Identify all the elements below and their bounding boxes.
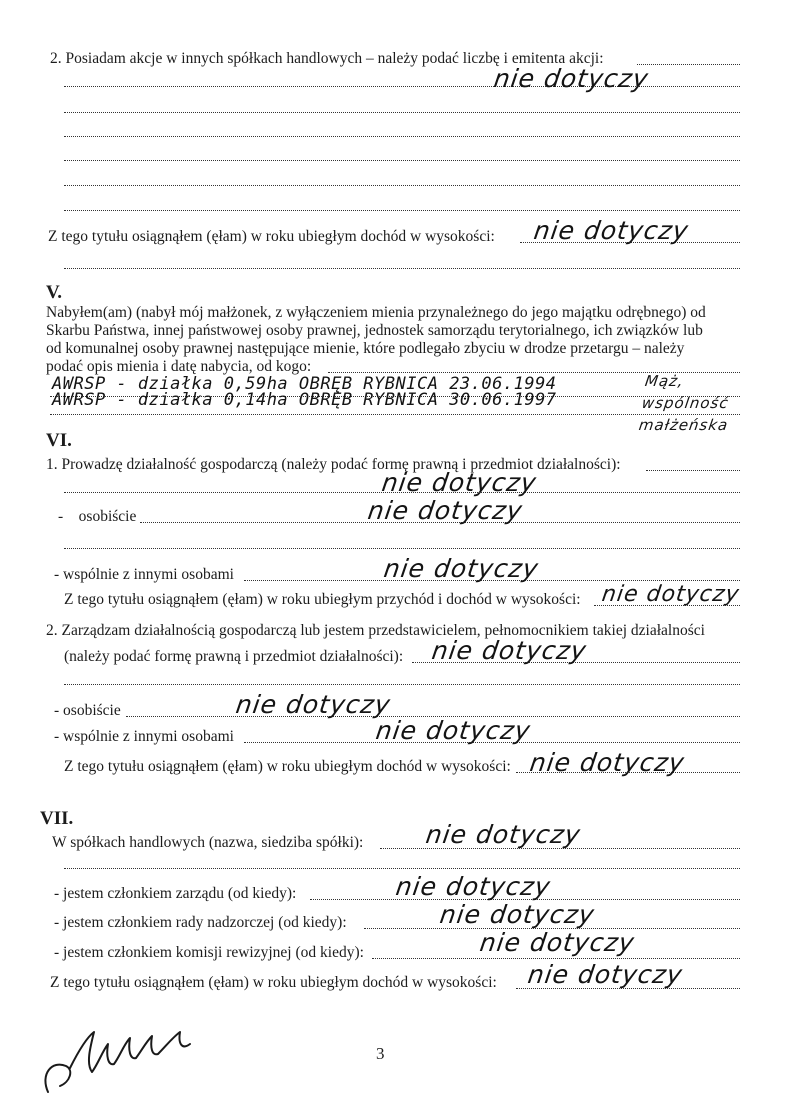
vi-personally2-label: - osobiście (54, 702, 121, 719)
dotted-line (64, 160, 740, 161)
v-paragraph-line-2: Skarbu Państwa, innej państwowej osoby prawnej, jednostek samorządu terytorialnego, ich związków lub (46, 322, 703, 339)
dotted-line (64, 112, 740, 113)
dotted-line (64, 548, 740, 549)
dotted-line (637, 64, 740, 65)
vi-item2-line2: (należy podać formę prawną i przedmiot działalności): (64, 648, 404, 665)
vi-jointly2-label: - wspólnie z innymi osobami (54, 728, 234, 745)
iv-item2-answer: nie dotyczy (492, 64, 651, 93)
vi-jointly-answer: nie dotyczy (382, 554, 541, 583)
vi-income1-text: Z tego tytułu osiągnąłem (ęłam) w roku ubiegłym przychód i dochód w wysokości: (64, 591, 581, 608)
dotted-line (64, 684, 740, 685)
vii-supervisory-text: - jestem członkiem rady nadzorczej (od kiedy): (54, 914, 347, 931)
page-number: 3 (376, 1044, 385, 1063)
vi-item2-answer: nie dotyczy (430, 636, 589, 665)
vi-item1-answer: nie dotyczy (380, 468, 539, 497)
vii-board-answer: nie dotyczy (394, 872, 553, 901)
dotted-line (646, 470, 740, 471)
dotted-line (64, 268, 740, 269)
vii-income-answer: nie dotyczy (526, 960, 685, 989)
vii-companies-text: W spółkach handlowych (nazwa, siedziba spółki): (52, 834, 364, 851)
vi-personally-label-text: osobiście (78, 508, 137, 525)
vii-supervisory-answer: nie dotyczy (438, 900, 597, 929)
v-entry-1: AWRSP - działka 0,59ha OBRĘB RYBNICA 23.06.1994 (52, 374, 557, 394)
vi-income2-text: Z tego tytułu osiągnąłem (ęłam) w roku ubiegłym dochód w wysokości: (64, 758, 511, 775)
v-side-note: Mąż, wspólność małżeńska (637, 372, 730, 434)
v-entry-2: AWRSP - działka 0,14ha OBRĘB RYBNICA 30.06.1997 (52, 390, 557, 410)
vi-personally2-answer: nie dotyczy (234, 690, 393, 719)
vi-item1-text: 1. Prowadzę działalność gospodarczą (należy podać formę prawną i przedmiot działalności): (46, 456, 621, 473)
section-vi-heading: VI. (46, 430, 72, 451)
dotted-line (64, 492, 740, 493)
vi-income2-answer: nie dotyczy (528, 748, 687, 777)
vi-jointly2-answer: nie dotyczy (374, 716, 533, 745)
dotted-line (372, 958, 740, 959)
iv-income-answer: nie dotyczy (532, 216, 691, 245)
v-paragraph-line-4: podać opis mienia i datę nabycia, od kogo: (46, 358, 312, 375)
section-vii-heading: VII. (40, 808, 74, 829)
vii-audit-text: - jestem członkiem komisji rewizyjnej (od kiedy): (54, 944, 364, 961)
vi-jointly-label: - wspólnie z innymi osobami (54, 566, 234, 583)
signature (30, 1008, 200, 1104)
vii-income-text: Z tego tytułu osiągnąłem (ęłam) w roku ubiegłym dochód w wysokości: (50, 974, 497, 991)
dotted-line (64, 210, 740, 211)
dotted-line (64, 185, 740, 186)
vi-personally-answer: nie dotyczy (366, 496, 525, 525)
iv-income-text: Z tego tytułu osiągnąłem (ęłam) w roku ubiegłym dochód w wysokości: (48, 228, 495, 245)
vii-audit-answer: nie dotyczy (478, 928, 637, 957)
vi-item2-line1: 2. Zarządzam działalnością gospodarczą lub jestem przedstawicielem, pełnomocnikiem takiej działalności (46, 622, 705, 639)
v-paragraph-line-3: od komunalnej osoby prawnej następujące mienie, które podlegało zbyciu w drodze przetargu – należy (46, 340, 685, 357)
vii-companies-answer: nie dotyczy (424, 820, 583, 849)
dotted-line (64, 868, 740, 869)
vi-personally-label: - osobiście (58, 508, 137, 525)
v-paragraph-line-1: Nabyłem(am) (nabył mój małżonek, z wyłączeniem mienia przynależnego do jego majątku odrębnego) od (46, 304, 706, 321)
vi-income1-answer: nie dotyczy (600, 582, 742, 607)
iv-item2-text: 2. Posiadam akcje w innych spółkach handlowych – należy podać liczbę i emitenta akcji: (50, 50, 604, 67)
dotted-line (64, 136, 740, 137)
dotted-line (50, 414, 740, 415)
vii-board-text: - jestem członkiem zarządu (od kiedy): (54, 885, 297, 902)
section-v-heading: V. (46, 282, 63, 303)
